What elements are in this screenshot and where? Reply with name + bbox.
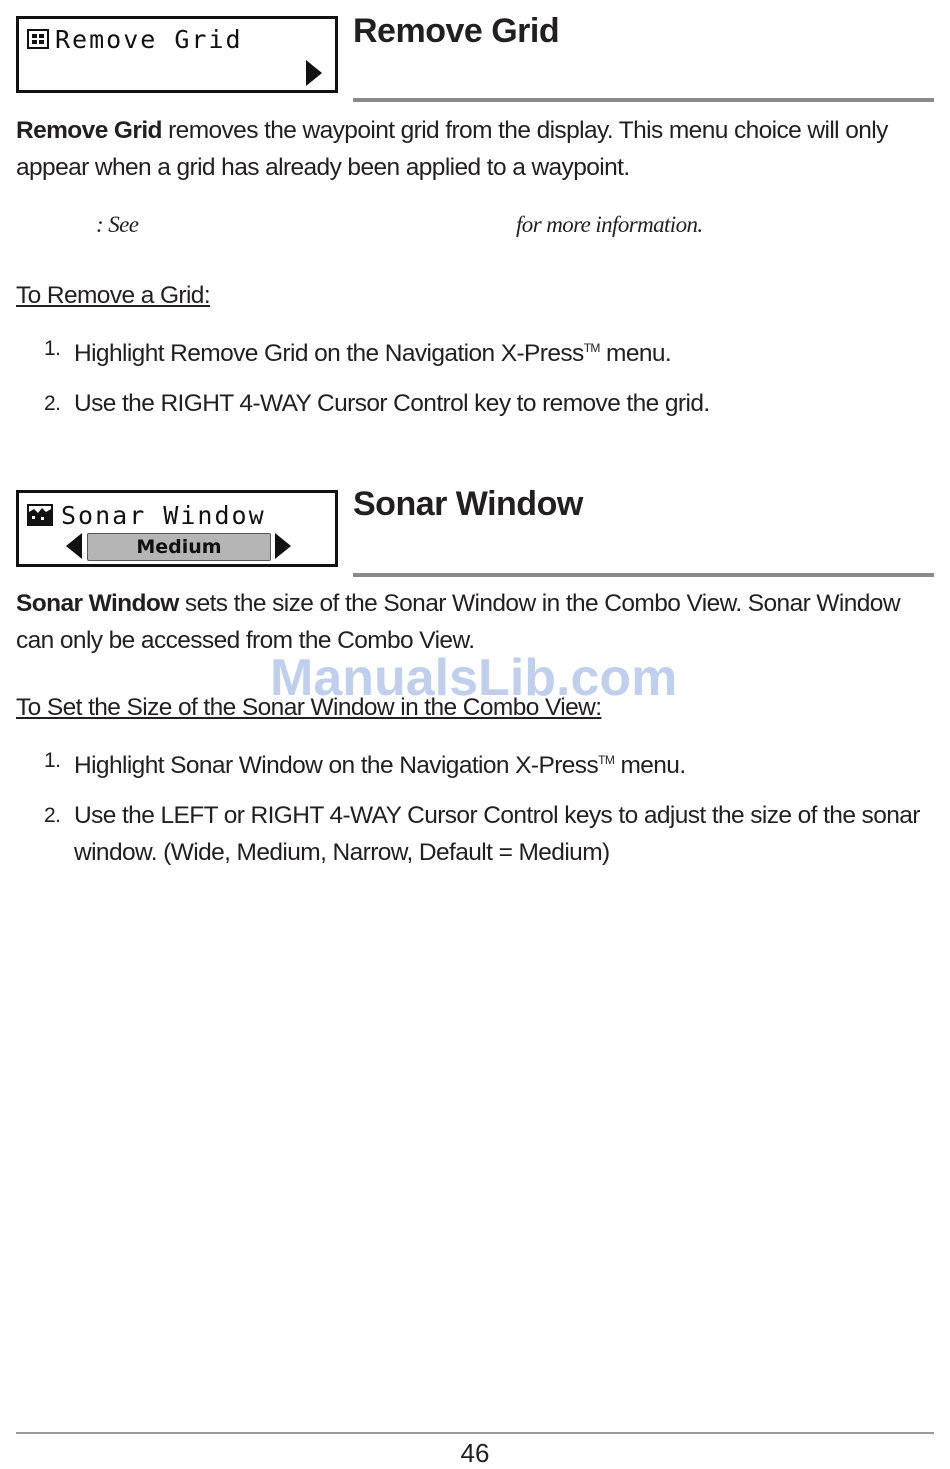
page-number: 46 xyxy=(460,1438,490,1468)
right-arrow-icon[interactable] xyxy=(305,59,323,87)
step-number: 2. xyxy=(44,804,61,827)
sonar-window-term: Sonar Window xyxy=(16,590,179,617)
sonar-icon xyxy=(27,504,53,526)
remove-grid-procedure-title: To Remove a Grid: xyxy=(16,282,211,309)
remove-grid-description xyxy=(16,112,941,186)
step-number: 2. xyxy=(44,392,61,415)
right-arrow-icon[interactable] xyxy=(274,532,292,560)
sonar-window-heading-rule xyxy=(353,573,934,577)
sonar-window-value-field[interactable] xyxy=(87,533,271,561)
step-number: 1. xyxy=(44,749,61,772)
step-text-end: menu. xyxy=(614,752,686,779)
step-text: Highlight Remove Grid on the Navigation X-Press xyxy=(74,340,584,367)
remove-grid-term: Remove Grid xyxy=(16,117,162,144)
remove-grid-menu-box[interactable] xyxy=(16,16,338,93)
watermark: ManualsLib.com xyxy=(270,649,678,707)
sonar-window-menu-box[interactable] xyxy=(16,490,338,567)
trademark: TM xyxy=(598,753,615,767)
remove-grid-heading-rule xyxy=(353,98,934,102)
step-text: Use the LEFT or RIGHT 4-WAY Cursor Control keys to adjust the size of the sonar window. (Wide, Medium, Narrow, Default = Medium) xyxy=(74,802,920,866)
left-arrow-icon[interactable] xyxy=(65,532,83,560)
sonar-window-procedure-title: To Set the Size of the Sonar Window in the Combo View: xyxy=(16,694,602,721)
footer-rule xyxy=(16,1432,934,1434)
trademark: TM xyxy=(583,341,600,355)
sonar-window-menu-label: Sonar Window xyxy=(61,501,266,530)
sonar-window-value: Medium xyxy=(136,536,222,558)
step-text: Highlight Sonar Window on the Navigation X-Press xyxy=(74,752,599,779)
sonar-window-description-text: sets the size of the Sonar Window in the Combo View. Sonar Window can only be accessed from the Combo View. xyxy=(16,590,900,654)
step-text: Use the RIGHT 4-WAY Cursor Control key to remove the grid. xyxy=(74,390,710,417)
step-number: 1. xyxy=(44,337,61,360)
remove-grid-description-text: removes the waypoint grid from the display. This menu choice will only appear when a grid has already been applied to a waypoint. xyxy=(16,117,888,181)
step-text-end: menu. xyxy=(599,340,672,367)
remove-grid-heading: Remove Grid xyxy=(353,12,560,50)
grid-icon xyxy=(27,29,49,49)
note-more-info: for more information. xyxy=(516,212,703,237)
note-see: : See xyxy=(96,212,139,237)
sonar-window-heading: Sonar Window xyxy=(353,485,583,523)
remove-grid-menu-label: Remove Grid xyxy=(55,25,243,54)
